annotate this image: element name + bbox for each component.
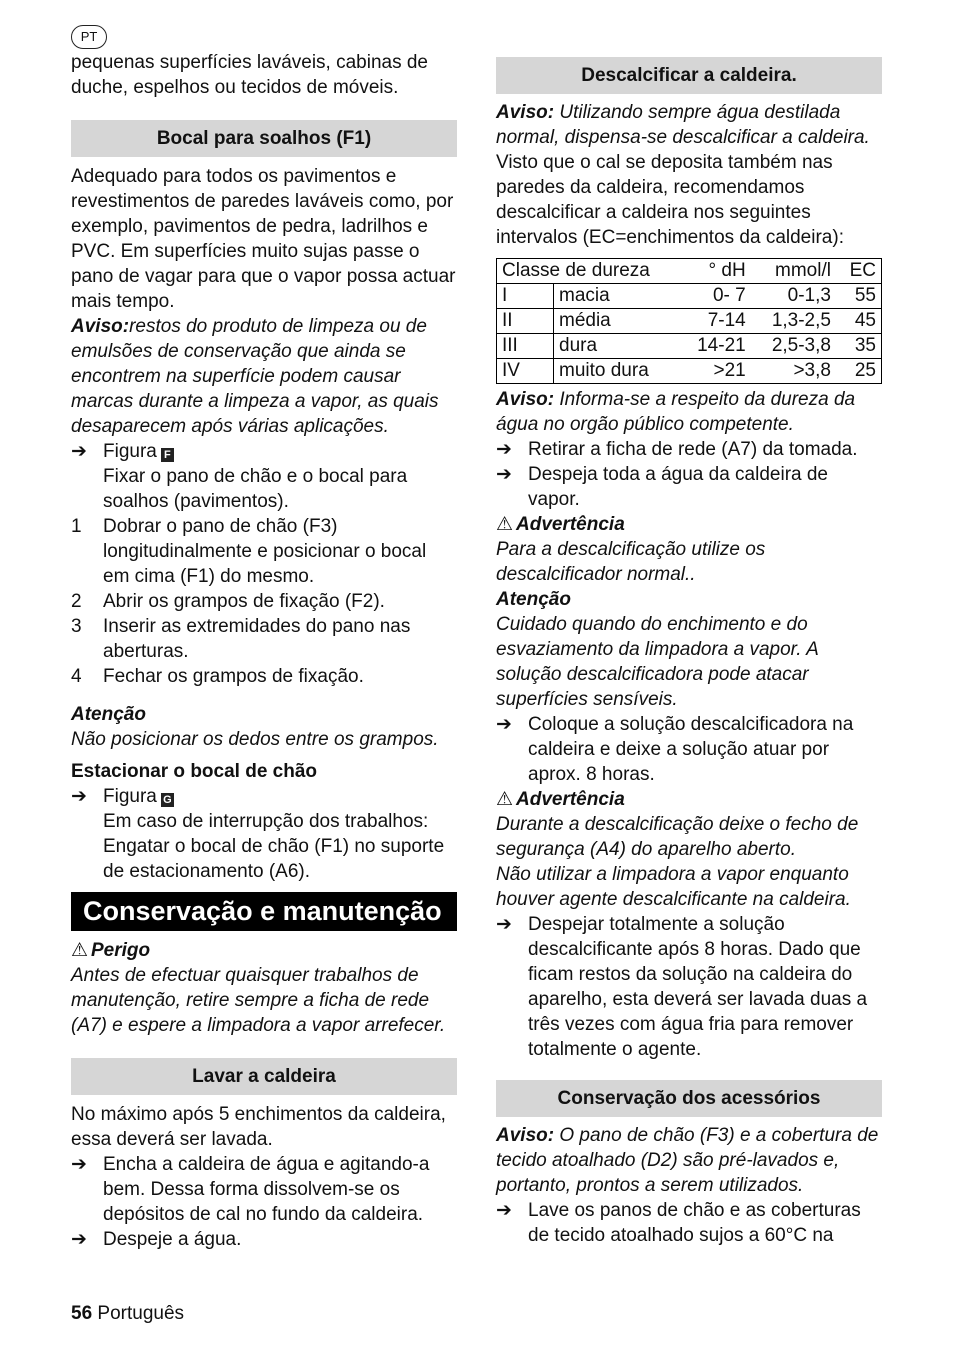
instruction-text: Despeje a água. — [103, 1229, 242, 1250]
notice-label: Aviso: — [496, 389, 555, 410]
attention-label: Atenção — [496, 589, 571, 610]
attention-label: Atenção — [71, 704, 146, 725]
table-header-row — [497, 259, 882, 284]
list-item — [496, 712, 882, 787]
arrow-right-icon: ➔ — [496, 714, 512, 735]
list-item — [71, 1152, 457, 1227]
cell: 25 — [836, 359, 882, 384]
danger-text: Antes de efectuar quaisquer trabalhos de manutenção, retire sempre a ficha de rede (A7) e espere a limpadora a vapor arrefecer. — [71, 965, 446, 1036]
cell: >3,8 — [751, 359, 836, 384]
step-text: Inserir as extremidades do pano nas aberturas. — [103, 616, 411, 662]
cell: II — [497, 309, 554, 334]
instruction-text: Despeja toda a água da caldeira de vapor. — [528, 464, 829, 510]
col-header-dh: ° dH — [678, 259, 750, 284]
arrow-right-icon: ➔ — [71, 1229, 87, 1250]
notice-text: Informa-se a respeito da dureza da água no orgão público competente. — [496, 389, 856, 435]
cell: 0- 7 — [678, 284, 750, 309]
warning-text: Durante a descalcificação deixe o fecho de segurança (A4) do aparelho aberto. — [496, 814, 859, 860]
instruction-text: Despejar totalmente a solução descalcificante após 8 horas. Dado que ficam restos da solução na caldeira do aparelho, esta deverá ser lavada duas a três vezes com água fria para remover totalmente o agente. — [528, 914, 868, 1060]
attention-text: Cuidado quando do enchimento e do esvaziamento da limpadora a vapor. A solução descalcificadora pode atacar superfícies sensíveis. — [496, 614, 819, 710]
notice-text: restos do produto de limpeza ou de emulsões de conservação que ainda se encontrem na superfície podem causar marcas durante a limpeza a vapor, as quais desaparecem após várias aplicações. — [71, 316, 439, 437]
list-item — [496, 912, 882, 1062]
hardness-notice — [496, 387, 882, 437]
arrow-right-icon: ➔ — [71, 1154, 87, 1175]
warning-text: Para a descalcificação utilize os descalcificador normal.. — [496, 539, 766, 585]
right-column — [496, 57, 882, 1248]
arrow-right-icon: ➔ — [496, 914, 512, 935]
arrow-right-icon: ➔ — [71, 441, 87, 462]
step-number: 2 — [71, 591, 82, 612]
descale-description: Visto que o cal se deposita também nas paredes da caldeira, recomendamos descalcificar a caldeira nos seguintes intervalos (EC=enchimentos da caldeira): — [496, 152, 844, 248]
intro-text: pequenas superfícies laváveis, cabinas de duche, espelhos ou tecidos de móveis. — [71, 52, 429, 98]
section-header-descale: Descalcificar a caldeira. — [496, 57, 882, 94]
steps-list — [71, 514, 457, 689]
notice-label: Aviso: — [496, 102, 555, 123]
cell: 55 — [836, 284, 882, 309]
figure-f-instruction: Fixar o pano de chão e o bocal para soalhos (pavimentos). — [103, 466, 408, 512]
section-header-wash-boiler: Lavar a caldeira — [71, 1058, 457, 1095]
warning-triangle-icon: ⚠ — [496, 514, 514, 535]
step-number: 4 — [71, 666, 82, 687]
figure-g-instruction: Em caso de interrupção dos trabalhos: Engatar o bocal de chão (F1) no suporte de estacionamento (A6). — [103, 811, 445, 882]
arrow-right-icon: ➔ — [496, 464, 512, 485]
list-item — [496, 1198, 882, 1248]
section-header-floor-nozzle: Bocal para soalhos (F1) — [71, 120, 457, 157]
warning-triangle-icon: ⚠ — [496, 789, 514, 810]
list-item — [71, 514, 457, 589]
accessories-notice — [496, 1123, 882, 1198]
warning-label: Advertência — [516, 514, 625, 535]
cell: dura — [554, 334, 679, 359]
table-row — [497, 334, 882, 359]
page-number: 56 — [71, 1303, 93, 1324]
warning-heading — [496, 512, 882, 537]
cell: média — [554, 309, 679, 334]
notice-label: Aviso: — [71, 316, 130, 337]
notice-label: Aviso: — [496, 1125, 555, 1146]
descale-notice — [496, 100, 882, 150]
cell: 1,3-2,5 — [751, 309, 836, 334]
list-item — [71, 664, 457, 689]
footer-language: Português — [97, 1303, 185, 1324]
attention-text: Não posicionar os dedos entre os grampos. — [71, 729, 439, 750]
park-nozzle-heading: Estacionar o bocal de chão — [71, 761, 318, 782]
floor-nozzle-notice — [71, 314, 457, 439]
cell: I — [497, 284, 554, 309]
col-header-ec: EC — [836, 259, 882, 284]
cell: macia — [554, 284, 679, 309]
list-item — [496, 462, 882, 512]
figure-label — [103, 784, 174, 809]
instruction-text: Encha a caldeira de água e agitando-a bem. Dessa forma dissolvem-se os depósitos de cal no fundo da caldeira. — [103, 1154, 430, 1225]
notice-text: Utilizando sempre água destilada normal, dispensa-se descalcificar a caldeira. — [496, 102, 870, 148]
warning-triangle-icon: ⚠ — [71, 940, 89, 961]
figure-label — [103, 439, 174, 464]
step-number: 3 — [71, 616, 82, 637]
cell: 0-1,3 — [751, 284, 836, 309]
instruction-text: Retirar a ficha de rede (A7) da tomada. — [528, 439, 858, 460]
left-column — [71, 50, 457, 1252]
hardness-table — [496, 258, 882, 384]
table-row — [497, 359, 882, 384]
arrow-right-icon: ➔ — [496, 1200, 512, 1221]
cell: >21 — [678, 359, 750, 384]
step-text: Abrir os grampos de fixação (F2). — [103, 591, 385, 612]
warning-label: Advertência — [516, 789, 625, 810]
figure-word: Figura — [103, 441, 157, 462]
danger-heading — [71, 938, 457, 963]
page-footer — [71, 1301, 184, 1326]
cell: 7-14 — [678, 309, 750, 334]
step-text: Fechar os grampos de fixação. — [103, 666, 364, 687]
language-badge: PT — [71, 25, 107, 49]
step-text: Dobrar o pano de chão (F3) longitudinalmente e posicionar o bocal em cima (F1) do mesmo. — [103, 516, 427, 587]
cell: 2,5-3,8 — [751, 334, 836, 359]
wash-boiler-text: No máximo após 5 enchimentos da caldeira, essa deverá ser lavada. — [71, 1104, 446, 1150]
figure-f-badge: F — [161, 448, 174, 462]
arrow-right-icon: ➔ — [496, 439, 512, 460]
cell: muito dura — [554, 359, 679, 384]
cell: 35 — [836, 334, 882, 359]
instruction-text: Coloque a solução descalcificadora na caldeira e deixe a solução atuar por aprox. 8 horas. — [528, 714, 854, 785]
notice-text: O pano de chão (F3) e a cobertura de tecido atoalhado (D2) são pré-lavados e, portanto, prontos a serem utilizados. — [496, 1125, 879, 1196]
figure-word: Figura — [103, 786, 157, 807]
table-row — [497, 309, 882, 334]
figure-g-badge: G — [161, 793, 174, 807]
major-section-title: Conservação e manutenção — [71, 892, 457, 931]
cell: IV — [497, 359, 554, 384]
arrow-right-icon: ➔ — [71, 786, 87, 807]
table-row — [497, 284, 882, 309]
col-header-mmol: mmol/l — [751, 259, 836, 284]
cell: 45 — [836, 309, 882, 334]
floor-nozzle-description: Adequado para todos os pavimentos e revestimentos de paredes laváveis como, por exemplo, pavimentos de pedra, ladrilhos e PVC. Em superfícies muito sujas passe o pano de vagar para que o vapor possa actuar mais tempo. — [71, 166, 456, 312]
warning-text: Não utilizar a limpadora a vapor enquanto houver agente descalcificante na caldeira. — [496, 864, 851, 910]
list-item — [71, 1227, 457, 1252]
cell: III — [497, 334, 554, 359]
list-item — [71, 614, 457, 664]
section-header-accessories: Conservação dos acessórios — [496, 1080, 882, 1117]
danger-label: Perigo — [91, 940, 151, 961]
list-item — [496, 437, 882, 462]
list-item — [71, 589, 457, 614]
figure-g-ref — [71, 784, 457, 809]
col-header-class: Classe de dureza — [497, 259, 679, 284]
warning-heading — [496, 787, 882, 812]
instruction-text: Lave os panos de chão e as coberturas de tecido atoalhado sujos a 60°C na — [528, 1200, 861, 1246]
figure-f-ref — [71, 439, 457, 464]
cell: 14-21 — [678, 334, 750, 359]
step-number: 1 — [71, 516, 82, 537]
